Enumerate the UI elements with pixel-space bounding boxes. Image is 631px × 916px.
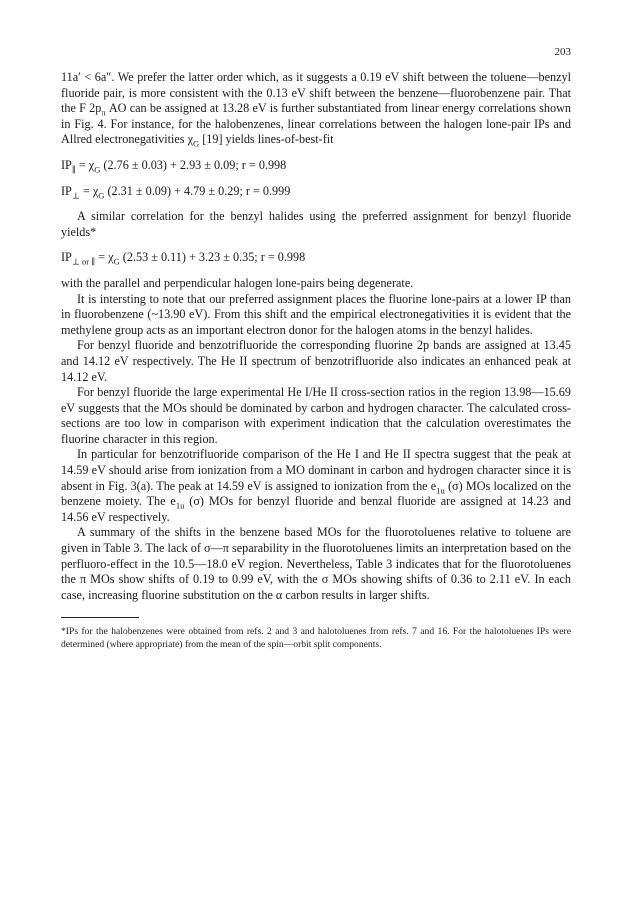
equation-1-chi: = χ — [75, 157, 95, 172]
paragraph-4: It is intersting to note that our preferred assignment places the fluorine lone-pairs at a lower IP than in fluorobenzene (~13.90 eV). From this shift and the empirical electronegativities it is evident that the methylene group acts as an important electron donor for the halogen atoms in the benzyl halides. — [61, 291, 571, 337]
equation-3 — [61, 250, 571, 266]
page-number: 203 — [554, 46, 571, 58]
equation-1-lhs: IP — [61, 157, 72, 172]
equation-3-chi-sub: G — [113, 256, 120, 267]
paragraph-1 — [61, 70, 571, 148]
paragraph-2: A similar correlation for the benzyl halides using the preferred assignment for benzyl fluoride yields* — [61, 209, 571, 239]
paragraph-6: For benzyl fluoride the large experimental He I/He II cross-section ratios in the region 13.98—15.69 eV suggests that the MOs should be dominated by carbon and hydrogen character. The calculated cross-sections are too low in comparison with experiment indication that the calculation overestimates the fluorine character in this region. — [61, 385, 571, 446]
equation-2-sub: ⊥ — [71, 190, 80, 200]
paragraph-7 — [61, 447, 571, 525]
ordering-expression: 11a′ < 6a″ — [61, 70, 112, 84]
paragraph-1-text-c: [19] yields lines-of-best-fit — [199, 132, 334, 147]
subscript-pi: π — [101, 107, 106, 118]
equation-1-chi-sub: G — [94, 164, 101, 175]
equation-1-sub: ∥ — [71, 164, 76, 175]
subscript-g: G — [192, 138, 200, 149]
paragraph-7-text-a: In particular for benzotrifluoride comparison of the He I and He II spectra suggest that the peak at 14.59 eV should arise from ionization from a MO dominant in carbon and hydrogen character since it is absent in Fig. 3(a). The peak at 14.59 eV is assigned to ionization from the e — [61, 447, 571, 493]
equation-3-lhs: IP — [61, 250, 72, 265]
equation-2-chi: = χ — [79, 183, 99, 198]
subscript-1u-a: 1u — [436, 485, 445, 496]
equation-1 — [61, 158, 571, 174]
equation-3-chi: = χ — [95, 250, 114, 265]
equation-3-sub: ⊥ or ∥ — [71, 256, 96, 267]
footnote: *IPs for the halobenzenes were obtained from refs. 2 and 3 and halotoluenes from refs. 7 and 16. For the halotoluenes IPs were determined (where appropriate) from the mean of the spin—orbit split components. — [61, 626, 571, 650]
equation-2-rest: (2.31 ± 0.09) + 4.79 ± 0.29; r = 0.999 — [104, 183, 291, 198]
equation-1-rest: (2.76 ± 0.03) + 2.93 ± 0.09; r = 0.998 — [100, 157, 287, 172]
equation-2 — [61, 184, 571, 200]
equation-2-lhs: IP — [61, 183, 72, 198]
body-text — [61, 70, 571, 652]
paragraph-5: For benzyl fluoride and benzotrifluoride the corresponding fluorine 2p bands are assigned at 13.45 and 14.12 eV respectively. The He II spectrum of benzotrifluoride also indicates an enhanced peak at 14.12 eV. — [61, 338, 571, 384]
paragraph-7-text-c: (σ) MOs for benzyl fluoride and benzal fluoride are assigned at 14.23 and 14.56 eV respectively. — [61, 494, 571, 524]
footnote-rule — [61, 617, 139, 618]
paragraph-3: with the parallel and perpendicular halogen lone-pairs being degenerate. — [61, 275, 414, 290]
paragraph-7-text-b: (σ) MOs localized on the benzene moiety. The e — [61, 478, 571, 509]
equation-2-chi-sub: G — [98, 190, 105, 200]
paragraph-1-text-a: . We prefer the latter order which, as it suggests a 0.19 eV shift between the toluene—benzyl fluoride pair, is more consistent with the 0.13 eV shift between the benzene—fluorobenzene pair. That the F 2p — [61, 70, 572, 116]
paragraph-1-text-b: AO can be assigned at 13.28 eV is further substantiated from linear energy correlations shown in Fig. 4. For instance, for the halobenzenes, linear correlations between the halogen lone-pair IPs and Allred electronegativities χ — [61, 101, 571, 147]
subscript-1u-b: 1u — [175, 500, 185, 511]
paragraph-8: A summary of the shifts in the benzene based MOs for the fluorotoluenes relative to toluene are given in Table 3. The lack of σ—π separability in the fluorotoluenes limits an interpretation based on the perfluoro-effect in the 10.5—18.0 eV region. Nevertheless, Table 3 indicates that for the fluorotoluenes the π MOs show shifts of 0.19 to 0.99 eV, with the σ MOs showing shifts of 0.36 to 2.11 eV. In each case, increasing fluorine substitution on the α carbon results in larger shifts. — [61, 525, 571, 602]
equation-3-rest: (2.53 ± 0.11) + 3.23 ± 0.35; r = 0.998 — [119, 250, 306, 265]
